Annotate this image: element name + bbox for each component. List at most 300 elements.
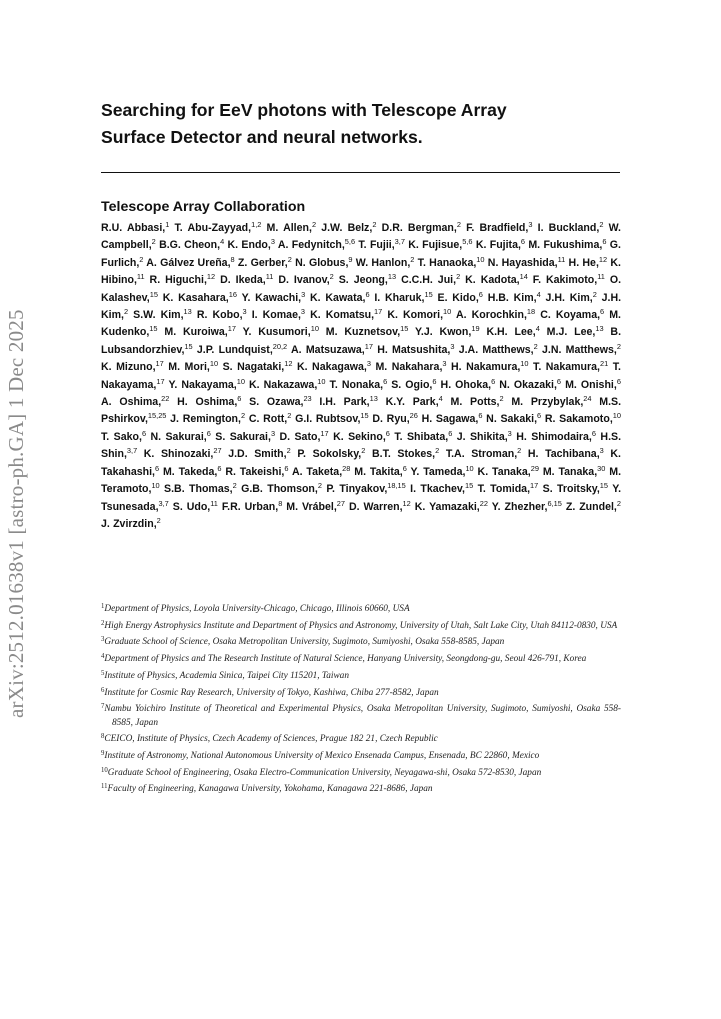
author-entry: N. Globus,$^9$ [295, 254, 353, 269]
author-name: B.G. Cheon [159, 239, 218, 252]
author-entry: J. Shikita,$^3$ [456, 428, 512, 443]
author-affiliation-ref: 17 [156, 376, 165, 386]
author-affiliation-ref: 2 [599, 220, 604, 229]
author-affiliation-ref: 17 [227, 324, 236, 334]
author-affiliation-ref: 3 [301, 289, 306, 299]
author-name: T. Fujii [358, 239, 392, 252]
author-entry: Y. Kusumori,$^{10}$ [242, 324, 319, 339]
author-name: H. Ohoka [440, 378, 489, 391]
affiliation-item [101, 670, 621, 683]
author-name: T. Nakamura [533, 361, 598, 374]
author-affiliation-ref: 3 [270, 428, 276, 438]
author-entry: K. Kadota,$^{14}$ [465, 272, 528, 287]
author-name: I. Buckland [537, 222, 597, 234]
author-entry: K. Shinozaki,$^{27}$ [143, 446, 222, 461]
author-entry: K. Endo,$^3$ [227, 237, 275, 252]
author-name: M. Przybylak [511, 396, 581, 409]
affiliation-item [101, 636, 621, 649]
author-entry: K. Tanaka,$^{29}$ [477, 463, 539, 478]
author-entry: M. Mori,$^{10}$ [168, 359, 219, 374]
author-name: G.B. Thomson [241, 483, 315, 496]
affiliation-number: 11 [101, 783, 108, 791]
author-affiliation-ref: 2 [240, 411, 246, 421]
affiliation-number: 9 [101, 750, 105, 758]
author-affiliation-ref: 13 [369, 394, 378, 404]
affiliation-number: 10 [101, 766, 108, 774]
author-name: M. Potts [450, 396, 497, 409]
author-name: T.A. Stroman [445, 448, 515, 461]
author-name: A. Korochkin [455, 309, 524, 322]
affiliation-item [101, 750, 621, 763]
author-name: J.D. Smith [228, 448, 284, 461]
author-entry: K. Fujita,$^6$ [475, 237, 526, 252]
author-affiliation-ref: 3 [242, 307, 247, 317]
author-affiliation-ref: 12 [206, 272, 216, 282]
author-entry: G.I. Rubtsov,$^{15}$ [295, 411, 369, 426]
arxiv-identifier[interactable]: arXiv:2512.01638v1 [astro-ph.GA] 1 Dec 2025 [4, 309, 28, 718]
author-name: F. Bradfield [466, 222, 526, 234]
author-name: D. Sato [279, 430, 318, 443]
author-entry: Y. Tameda,$^{10}$ [410, 463, 474, 478]
author-affiliation-ref: 3 [270, 237, 275, 247]
author-entry: M. Kuroiwa,$^{17}$ [164, 324, 236, 339]
author-name: J. Shikita [456, 430, 505, 443]
author-name: Y. Kusumori [242, 326, 308, 339]
author-name: S. Udo [172, 500, 208, 513]
author-affiliation-ref: 15,25 [147, 411, 167, 421]
author-entry: B. Lubsandorzhiev,$^{15}$ [101, 326, 622, 356]
author-entry: F.R. Urban,$^8$ [221, 498, 283, 513]
author-name: D. Ikeda [220, 274, 263, 287]
affiliation-number: 3 [101, 636, 105, 644]
author-affiliation-ref: 6 [537, 411, 542, 421]
author-name: A. Matsuzawa [291, 343, 362, 356]
author-name: S. Ozawa [249, 396, 301, 409]
author-name: M. Kudenko [101, 309, 622, 339]
author-affiliation-ref: 2 [517, 446, 522, 456]
author-entry: P. Tinyakov,$^{18,15}$ [326, 481, 406, 496]
author-entry: J.D. Smith,$^2$ [228, 446, 291, 461]
author-entry: M. Fukushima,$^6$ [528, 237, 607, 252]
author-affiliation-ref: 30 [597, 463, 606, 473]
author-affiliation-ref: 8 [278, 498, 283, 508]
author-affiliation-ref: 6 [284, 463, 289, 473]
author-affiliation-ref: 24 [583, 394, 592, 404]
author-entry: K.Y. Park,$^4$ [385, 394, 443, 409]
author-entry: K. Komatsu,$^{17}$ [310, 307, 383, 322]
author-name: J.H. Kim [545, 291, 590, 304]
author-name: T. Shibata [394, 430, 446, 443]
author-name: S.B. Thomas [164, 483, 230, 496]
author-affiliation-ref: 6 [591, 428, 596, 438]
author-entry: T. Abu-Zayyad,$^{1,2}$ [174, 220, 262, 234]
author-entry: J.P. Lundquist,$^{20,2}$ [196, 341, 288, 356]
author-affiliation-ref: 10 [612, 411, 621, 421]
author-entry: J.N. Matthews,$^2$ [541, 341, 621, 356]
author-affiliation-ref: 27 [336, 498, 345, 508]
author-affiliation-ref: 3 [450, 341, 455, 351]
author-name: M. Nakahara [375, 361, 440, 374]
author-affiliation-ref: 3,7 [158, 498, 169, 508]
author-affiliation-ref: 3 [599, 446, 604, 456]
affiliation-item [101, 783, 621, 796]
author-entry: H. He,$^{12}$ [568, 254, 608, 269]
author-affiliation-ref: 12 [598, 254, 608, 264]
author-entry: I. Tkachev,$^{15}$ [410, 481, 474, 496]
author-name: K. Fujisue [408, 239, 460, 252]
author-affiliation-ref: 2 [317, 481, 322, 491]
author-name: Y. Nakayama [168, 378, 234, 391]
author-name: N. Sakurai [150, 430, 204, 443]
author-affiliation-ref: 2 [616, 498, 621, 508]
author-name: S. Jeong [338, 274, 385, 287]
author-affiliation-ref: 26 [409, 411, 418, 421]
author-affiliation-ref: 6 [491, 376, 496, 386]
author-name: T. Nonaka [329, 378, 381, 391]
author-entry: K.H. Lee,$^4$ [486, 324, 540, 339]
author-affiliation-ref: 10 [476, 254, 485, 264]
author-entry: K. Yamazaki,$^{22}$ [414, 498, 488, 513]
author-name: M. Kuznetsov [325, 326, 398, 339]
author-affiliation-ref: 5,6 [344, 237, 356, 247]
author-name: M.S. Pshirkov [101, 396, 622, 426]
author-entry: H.B. Kim,$^4$ [487, 289, 541, 304]
affiliation-item [101, 767, 621, 780]
author-name: P. Sokolsky [297, 448, 359, 461]
author-name: Y. Tameda [410, 465, 463, 478]
author-entry: K. Takahashi,$^6$ [101, 448, 621, 478]
author-name: H.S. Shin [101, 430, 622, 461]
author-name: Y.J. Kwon [415, 326, 469, 339]
author-affiliation-ref: 19 [471, 324, 480, 334]
author-name: T. Nakayama [101, 361, 621, 391]
affiliation-number: 4 [101, 653, 105, 661]
author-entry: J. Remington,$^2$ [170, 411, 246, 426]
author-entry: S.W. Kim,$^{13}$ [133, 307, 192, 322]
author-affiliation-ref: 2 [456, 220, 461, 229]
author-affiliation-ref: 11 [265, 272, 274, 282]
author-entry: S. Jeong,$^{13}$ [338, 272, 397, 287]
author-affiliation-ref: 6 [385, 428, 390, 438]
author-name: K. Tanaka [477, 465, 528, 478]
author-affiliation-ref: 13 [183, 307, 192, 317]
author-name: M. Takeda [162, 465, 215, 478]
affiliation-item [101, 620, 621, 633]
author-entry: K. Nakagawa,$^3$ [296, 359, 371, 374]
author-name: H. Nakamura [451, 361, 518, 374]
author-affiliation-ref: 11 [136, 272, 145, 282]
author-name: A. Gálvez Ureña [146, 256, 228, 269]
author-name: K.Y. Park [385, 396, 436, 409]
author-name: J.W. Belz [321, 222, 370, 234]
author-entry: M.J. Lee,$^{13}$ [546, 324, 604, 339]
author-affiliation-ref: 20,2 [272, 341, 288, 351]
author-entry: N. Hayashida,$^{11}$ [487, 254, 566, 269]
author-affiliation-ref: 15 [424, 289, 433, 299]
paper-title [101, 97, 621, 151]
affiliation-text: Institute for Cosmic Ray Research, University of Tokyo, Kashiwa, Chiba 277-8582, Japan [104, 687, 439, 698]
author-entry: M. Przybylak,$^{24}$ [511, 394, 592, 409]
author-affiliation-ref: 10 [520, 359, 529, 369]
author-entry: M. Kudenko,$^{15}$ [101, 309, 622, 339]
author-name: K. Kawata [310, 291, 363, 304]
author-affiliation-ref: 17 [364, 341, 373, 351]
author-affiliation-ref: 2 [151, 237, 156, 247]
author-affiliation-ref: 12 [402, 498, 411, 508]
author-name: R. Higuchi [149, 274, 204, 287]
author-name: R. Sakamoto [544, 413, 610, 426]
author-entry: K. Komori,$^{10}$ [387, 307, 452, 322]
author-affiliation-ref: 15 [360, 411, 369, 421]
author-name: K. Sekino [333, 430, 383, 443]
author-name: P. Tinyakov [326, 483, 385, 496]
author-name: K. Kasahara [162, 291, 226, 304]
author-entry: T. Sako,$^6$ [101, 428, 147, 443]
author-entry: C. Koyama,$^6$ [540, 307, 605, 322]
author-entry: M. Tanaka,$^{30}$ [542, 463, 606, 478]
author-affiliation-ref: 3,7 [394, 237, 405, 247]
author-entry: H. Sagawa,$^6$ [421, 411, 483, 426]
author-entry: J.W. Belz,$^2$ [321, 220, 377, 234]
author-entry: C.C.H. Jui,$^2$ [401, 272, 461, 287]
author-affiliation-ref: 3 [366, 359, 371, 369]
author-affiliation-ref: 2 [287, 411, 292, 421]
author-entry: N. Sakurai,$^6$ [150, 428, 211, 443]
author-entry: S. Ogio,$^6$ [391, 376, 437, 391]
author-entry: H. Nakamura,$^{10}$ [451, 359, 529, 374]
author-affiliation-ref: 15 [149, 289, 158, 299]
author-name: C.C.H. Jui [401, 274, 454, 287]
author-entry: T. Nonaka,$^6$ [329, 376, 388, 391]
author-entry: R. Sakamoto,$^{10}$ [544, 411, 621, 426]
author-affiliation-ref: 10 [236, 376, 245, 386]
author-entry: K. Sekino,$^6$ [333, 428, 390, 443]
author-name: N. Okazaki [499, 378, 554, 391]
author-affiliation-ref: 8 [230, 254, 235, 264]
author-name: H. Tachibana [527, 448, 597, 461]
author-name: K. Nakazawa [249, 378, 315, 391]
author-name: N. Globus [295, 256, 346, 269]
author-affiliation-ref: 2 [616, 341, 621, 351]
author-affiliation-ref: 4 [535, 324, 540, 334]
author-entry: M. Potts,$^2$ [450, 394, 504, 409]
author-entry: J. Zvirzdin,$^2$ [101, 515, 161, 530]
author-name: Z. Gerber [237, 256, 285, 269]
author-name: I. Kharuk [374, 291, 422, 304]
author-entry: B.T. Stokes,$^2$ [371, 446, 440, 461]
title-line-2: Surface Detector and neural networks. [101, 127, 423, 147]
author-name: S. Ogio [391, 378, 430, 391]
author-entry: H.S. Shin,$^{3,7}$ [101, 430, 622, 461]
author-entry: H. Shimodaira,$^6$ [516, 428, 596, 443]
affiliation-number: 6 [101, 686, 105, 694]
affiliation-list [101, 603, 621, 800]
affiliation-item [101, 603, 621, 616]
author-affiliation-ref: 17 [320, 428, 329, 438]
author-entry: Z. Zundel,$^2$ [565, 498, 621, 513]
author-name: T. Tomida [477, 483, 528, 496]
author-affiliation-ref: 18,15 [387, 481, 406, 491]
author-name: A. Fedynitch [277, 239, 342, 252]
author-affiliation-ref: 11 [597, 272, 605, 282]
author-name: M. Mori [168, 361, 207, 374]
affiliation-number: 8 [101, 733, 105, 741]
author-affiliation-ref: 6 [600, 307, 605, 317]
author-name: K. Komatsu [310, 309, 372, 322]
author-entry: F. Bradfield,$^3$ [466, 220, 533, 234]
author-affiliation-ref: 2 [139, 254, 144, 264]
author-entry: W. Hanlon,$^2$ [355, 254, 415, 269]
collaboration-name: Telescope Array Collaboration [101, 199, 306, 215]
author-affiliation-ref: 15 [400, 324, 409, 334]
author-name: D. Ivanov [278, 274, 327, 287]
author-affiliation-ref: 10 [209, 359, 219, 369]
author-name: H. Shimodaira [516, 430, 589, 443]
author-entry: D. Ryu,$^{26}$ [372, 411, 418, 426]
author-name: S. Sakurai [215, 430, 268, 443]
author-affiliation-ref: 17 [155, 359, 164, 369]
affiliation-number: 2 [101, 619, 105, 627]
author-name: I. Komae [251, 309, 298, 322]
author-entry: I. Buckland,$^2$ [537, 220, 604, 234]
author-entry: R. Higuchi,$^{12}$ [149, 272, 216, 287]
author-entry: H. Tachibana,$^3$ [527, 446, 604, 461]
author-entry: K. Hibino,$^{11}$ [101, 256, 621, 287]
author-entry: H. Matsushita,$^3$ [377, 341, 455, 356]
author-affiliation-ref: 9 [348, 254, 353, 264]
affiliation-text: Department of Physics, Loyola University-Chicago, Chicago, Illinois 60660, USA [104, 604, 410, 614]
author-entry: T. Shibata,$^6$ [394, 428, 453, 443]
author-affiliation-ref: 13 [387, 272, 397, 282]
author-entry: W. Campbell,$^2$ [101, 222, 621, 252]
author-entry: D. Ivanov,$^2$ [278, 272, 334, 287]
author-entry: M. Kuznetsov,$^{15}$ [325, 324, 409, 339]
author-name: K.H. Lee [486, 326, 533, 339]
author-entry: R. Takeishi,$^6$ [225, 463, 289, 478]
author-affiliation-ref: 2 [311, 220, 317, 229]
author-name: S. Troitsky [542, 483, 597, 496]
author-affiliation-ref: 3 [528, 220, 533, 229]
author-affiliation-ref: 10 [465, 463, 474, 473]
author-name: T. Abu-Zayyad [174, 222, 249, 234]
author-name: W. Campbell [101, 222, 621, 252]
author-affiliation-ref: 6 [141, 428, 147, 438]
author-entry: N. Sakaki,$^6$ [486, 411, 542, 426]
author-affiliation-ref: 10 [317, 376, 326, 386]
author-name: J. Zvirzdin [101, 517, 154, 530]
author-affiliation-ref: 6 [217, 463, 222, 473]
author-name: M. Vrábel [286, 500, 334, 513]
author-affiliation-ref: 2 [499, 394, 504, 404]
author-affiliation-ref: 15 [184, 341, 193, 351]
author-name: J.N. Matthews [541, 343, 614, 356]
author-entry: I. Komae,$^3$ [251, 307, 306, 322]
author-name: J. Remington [170, 413, 239, 426]
author-entry: Y.J. Kwon,$^{19}$ [415, 324, 480, 339]
author-affiliation-ref: 6,15 [547, 498, 562, 508]
author-name: Y. Zhezher [491, 500, 545, 513]
author-affiliation-ref: 1,2 [251, 220, 262, 229]
author-affiliation-ref: 2 [435, 446, 440, 456]
author-affiliation-ref: 23 [303, 394, 312, 404]
author-affiliation-ref: 6 [402, 463, 407, 473]
author-name: H.B. Kim [487, 291, 534, 304]
author-entry: H. Ohoka,$^6$ [440, 376, 496, 391]
author-name: K. Komori [387, 309, 441, 322]
author-name: D. Ryu [372, 413, 407, 426]
author-affiliation-ref: 15 [149, 324, 158, 334]
author-name: H. Matsushita [377, 343, 448, 356]
author-affiliation-ref: 3 [507, 428, 512, 438]
author-entry: K. Kasahara,$^{16}$ [162, 289, 237, 304]
author-entry: R.U. Abbasi,$^1$ [101, 220, 170, 234]
title-divider [101, 172, 620, 173]
author-affiliation-ref: 14 [519, 272, 528, 282]
author-name: C. Koyama [540, 309, 598, 322]
author-affiliation-ref: 6 [237, 394, 242, 404]
author-name: K. Hibino [101, 256, 621, 287]
author-affiliation-ref: 2 [286, 446, 291, 456]
author-entry: G. Furlich,$^2$ [101, 239, 621, 269]
author-affiliation-ref: 18 [526, 307, 536, 317]
author-name: I.H. Park [319, 396, 367, 409]
affiliation-text: Faculty of Engineering, Kanagawa University, Yokohama, Kanagawa 221-8686, Japan [107, 784, 433, 795]
author-entry: M. Takita,$^6$ [354, 463, 407, 478]
author-name: J.P. Lundquist [196, 343, 270, 356]
author-affiliation-ref: 2 [329, 272, 334, 282]
author-entry: D. Warren,$^{12}$ [348, 498, 411, 513]
author-entry: G.B. Thomson,$^2$ [241, 481, 322, 496]
affiliation-number: 1 [101, 603, 105, 610]
author-affiliation-ref: 6 [448, 428, 453, 438]
author-entry: O. Kalashev,$^{15}$ [101, 274, 622, 304]
author-entry: Y. Tsunesada,$^{3,7}$ [101, 483, 622, 513]
author-list [101, 220, 621, 533]
author-affiliation-ref: 22 [479, 498, 488, 508]
author-entry: A. Taketa,$^{28}$ [291, 463, 351, 478]
author-affiliation-ref: 22 [161, 394, 170, 404]
author-name: E. Kido [437, 291, 476, 304]
author-name: S.W. Kim [133, 309, 181, 322]
author-entry: J.H. Kim,$^2$ [545, 289, 597, 304]
author-affiliation-ref: 21 [599, 359, 609, 369]
author-affiliation-ref: 1 [165, 220, 170, 229]
author-affiliation-ref: 10 [310, 324, 319, 334]
author-entry: T. Hanaoka,$^{10}$ [417, 254, 485, 269]
author-entry: J.A. Matthews,$^2$ [458, 341, 538, 356]
author-entry: I. Kharuk,$^{15}$ [374, 289, 433, 304]
author-affiliation-ref: 6 [520, 237, 526, 247]
author-name: K. Yamazaki [414, 500, 477, 513]
author-affiliation-ref: 12 [284, 359, 293, 369]
author-entry: A. Gálvez Ureña,$^8$ [146, 254, 235, 269]
author-entry: S. Sakurai,$^3$ [215, 428, 276, 443]
title-line-1: Searching for EeV photons with Telescope Array [101, 100, 507, 120]
author-affiliation-ref: 4 [220, 237, 225, 247]
author-name: K. Mizuno [101, 361, 153, 374]
author-entry: D. Sato,$^{17}$ [279, 428, 329, 443]
author-entry: S.B. Thomas,$^2$ [164, 481, 237, 496]
author-entry: C. Rott,$^2$ [248, 411, 292, 426]
author-name: H. Sagawa [421, 413, 476, 426]
author-name: M. Teramoto [101, 465, 622, 496]
author-name: R. Kobo [196, 309, 240, 322]
author-affiliation-ref: 6 [478, 289, 483, 299]
author-name: N. Sakaki [486, 413, 535, 426]
author-name: Z. Zundel [565, 500, 614, 513]
author-name: A. Taketa [291, 465, 340, 478]
author-affiliation-ref: 6 [616, 376, 621, 386]
